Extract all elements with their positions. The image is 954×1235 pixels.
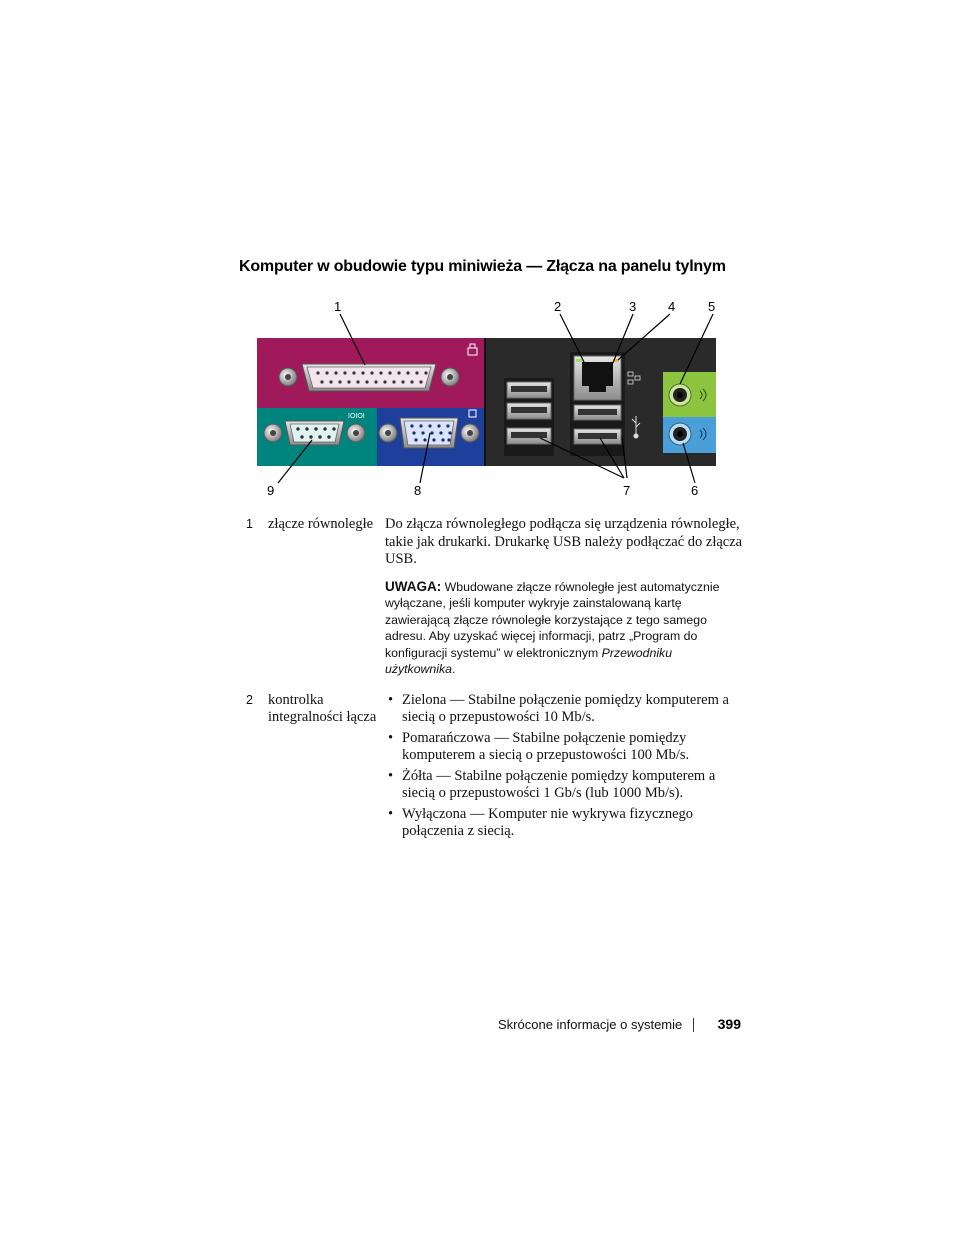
footer-separator (693, 1018, 694, 1032)
link-led (576, 359, 582, 362)
serial-connector (257, 408, 377, 466)
callout-4: 4 (668, 299, 676, 314)
table-row (246, 516, 746, 678)
row-term: złącze równoległe (268, 516, 374, 532)
page-number: 399 (717, 1016, 741, 1032)
callout-5: 5 (708, 299, 716, 314)
callout-1: 1 (334, 299, 342, 314)
list-item: • Wyłączona — Komputer nie wykrywa fizycznego połączenia z siecią. (385, 806, 745, 841)
callout-7: 7 (623, 483, 631, 498)
table-row (246, 692, 746, 841)
note-italic: Przewodniku użytkownika (385, 645, 673, 676)
description-text: Do złącza równoległego podłącza się urządzenia równoległe, takie jak drukarki. Drukarkę USB należy podłączać do złącza USB. (385, 516, 743, 567)
rear-panel-illustration (240, 290, 730, 505)
row-number: 1 (246, 517, 253, 531)
vga-connector (377, 408, 485, 466)
row-description (385, 516, 745, 678)
section-heading: Komputer w obudowie typu miniwieża — Złącza na panelu tylnym (239, 258, 726, 275)
note-end: . (451, 662, 456, 676)
io-panel (484, 338, 716, 466)
serial-symbol: IOIOI (348, 413, 365, 420)
rear-panel-figure (240, 290, 730, 505)
list-item: • Pomarańczowa — Stabilne połączenie pomiędzy komputerem a siecią o przepustowości 100 Mb/s. (385, 730, 745, 765)
audio-jacks (663, 372, 716, 453)
callout-2: 2 (554, 299, 562, 314)
note-text: Wbudowane złącze równoległe jest automatycznie wyłączane, jeśli komputer wykryje zainstalowaną kartę zawierającą złącze równoległe korzystające z tego samego adresu. Aby uzyskać więcej informacji, patrz „Program do konfiguracji systemu” w elektronicznym (385, 579, 720, 660)
callout-3: 3 (629, 299, 637, 314)
parallel-connector (257, 338, 485, 408)
page-footer (498, 1016, 743, 1036)
connector-table (246, 516, 746, 844)
callout-6: 6 (691, 483, 699, 498)
bullet-list (385, 692, 745, 841)
network-usb-stack (570, 352, 625, 456)
row-term: kontrolka integralności łącza (268, 691, 377, 725)
note-label: UWAGA: (385, 578, 442, 594)
row-description (385, 692, 745, 841)
callout-9: 9 (267, 483, 275, 498)
list-item: • Żółta — Stabilne połączenie pomiędzy komputerem a siecią o przepustowości 1 Gb/s (lub 1000 Mb/s). (385, 768, 745, 803)
callout-8: 8 (414, 483, 422, 498)
usb-stack-left (504, 378, 554, 456)
note-block (385, 579, 745, 678)
row-number: 2 (246, 692, 253, 707)
list-item: • Zielona — Stabilne połączenie pomiędzy komputerem a siecią o przepustowości 10 Mb/s. (385, 692, 745, 727)
footer-title: Skrócone informacje o systemie (498, 1017, 683, 1032)
